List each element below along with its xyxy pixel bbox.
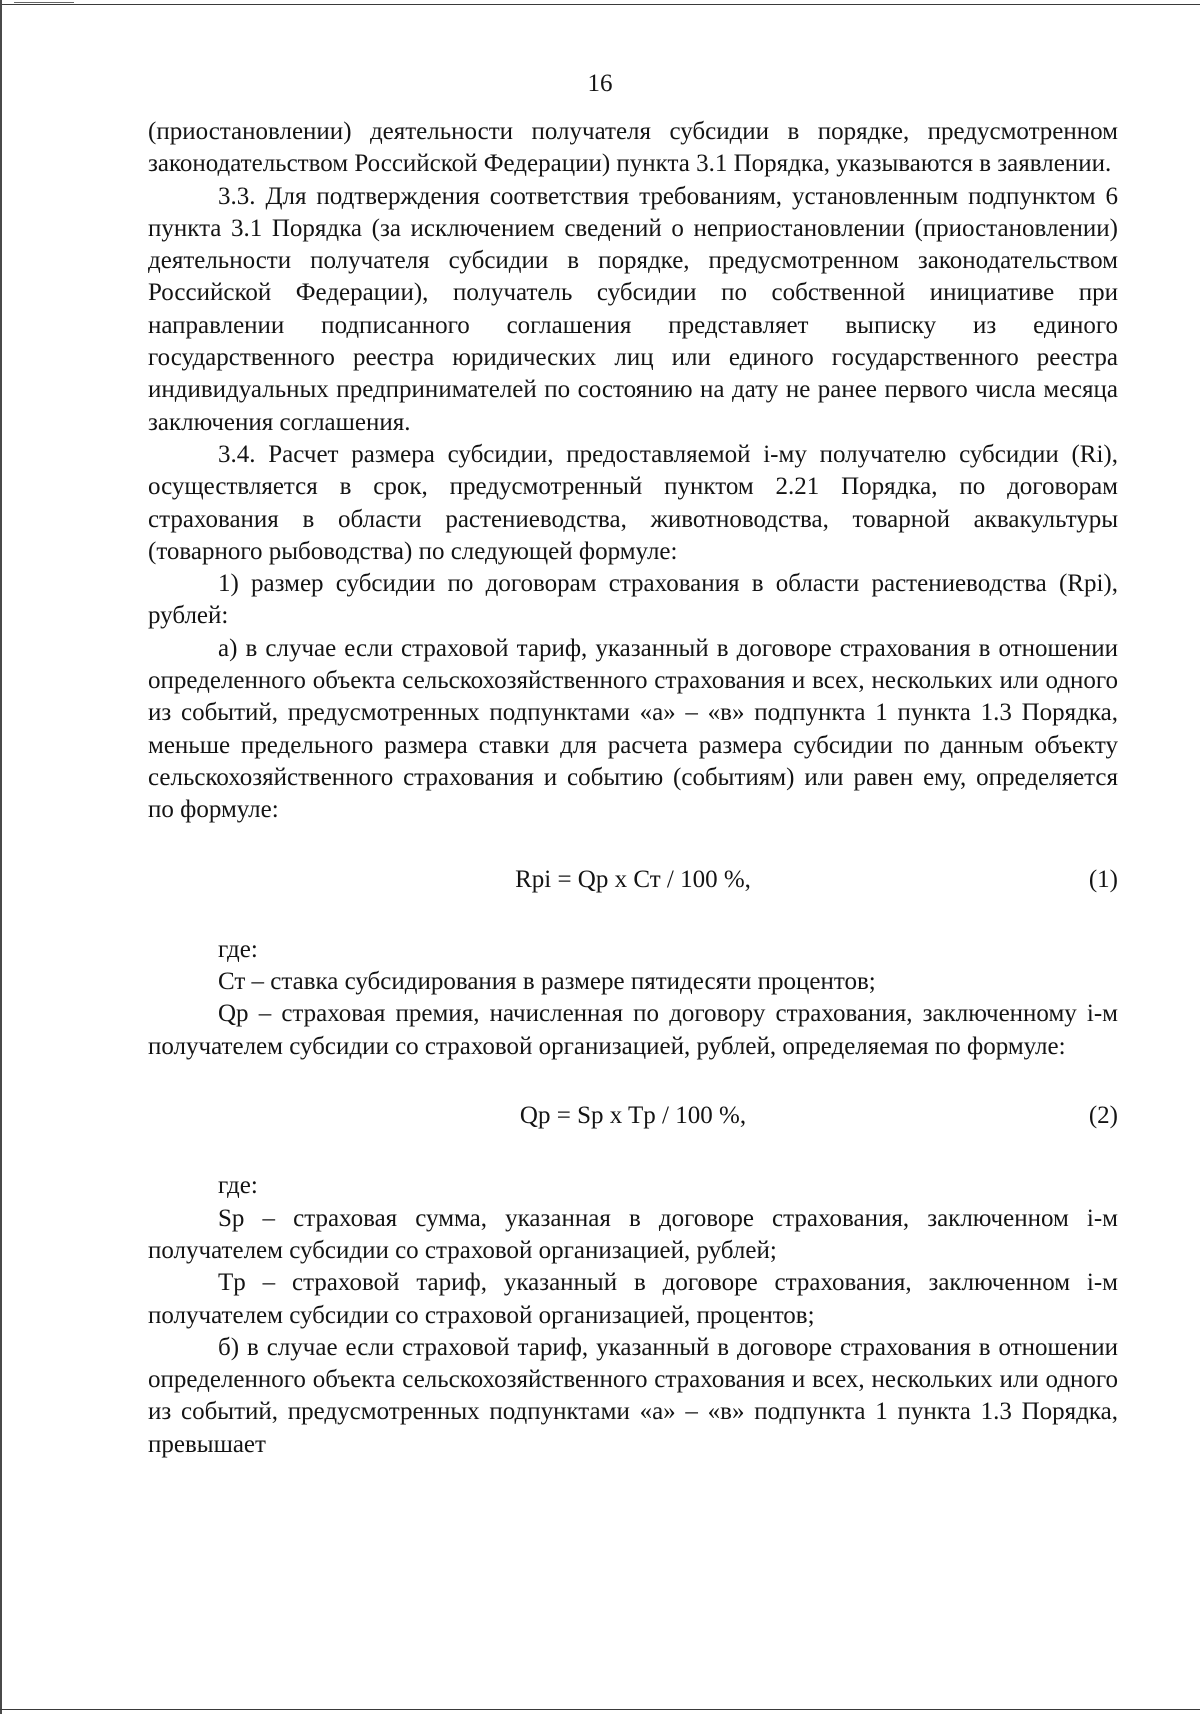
definition-sp: Sp – страховая сумма, указанная в договоре страхования, заключенном i-м получателем субсидии со страховой организацией, рублей;	[148, 1204, 1118, 1264]
scan-edge-left	[0, 0, 2, 1714]
formula-1-expression: Rpi = Qp x Ст / 100 %,	[515, 865, 751, 893]
scan-edge-bottom	[0, 1709, 1200, 1710]
paragraph-subpoint-1: 1) размер субсидии по договорам страхования в области растениеводства (Rpi), рублей:	[148, 570, 1118, 630]
formula-2	[148, 1100, 1118, 1132]
formula-1-number: (1)	[1088, 865, 1118, 893]
definition-tp: Tp – страховой тариф, указанный в договоре страхования, заключенном i-м получателем субсидии со страховой организацией, процентов;	[148, 1269, 1118, 1329]
paragraph-subpoint-a: а) в случае если страховой тариф, указанный в договоре страхования в отношении определенного объекта сельскохозяйственного страхования и всех, нескольких или одного из событий, предусмотренных подпунктами «а» – «в» подпункта 1 пункта 1.3 Порядка, меньше предельного размера ставки для расчета размера субсидии по данным объекту сельскохозяйственного страхования и событию (событиям) или равен ему, определяется по формуле:	[148, 634, 1118, 824]
page-number: 16	[587, 70, 613, 97]
scan-edge-top	[0, 0, 1200, 5]
paragraph-subpoint-b: б) в случае если страховой тариф, указанный в договоре страхования в отношении определенного объекта сельскохозяйственного страхования и всех, нескольких или одного из событий, предусмотренных подпунктами «а» – «в» подпункта 1 пункта 1.3 Порядка, превышает	[148, 1333, 1118, 1458]
definition-st: Ст – ставка субсидирования в размере пятидесяти процентов;	[218, 968, 876, 996]
formula-2-number: (2)	[1088, 1102, 1118, 1130]
paragraph-3-4: 3.4. Расчет размера субсидии, предоставляемой i-му получателю субсидии (Ri), осуществляется в срок, предусмотренный пунктом 2.21 Порядка, по договорам страхования в области растениеводства, животноводства, товарной аквакультуры (товарного рыбоводства) по следующей формуле:	[148, 440, 1118, 565]
where-label-1: где:	[218, 935, 258, 963]
definition-qp: Qp – страховая премия, начисленная по договору страхования, заключенному i-м получателем субсидии со страховой организацией, рублей, определяемая по формуле:	[148, 1000, 1118, 1060]
scan-mark-top	[14, 2, 74, 3]
paragraph-continuation: (приостановлении) деятельности получателя субсидии в порядке, предусмотренном законодательством Российской Федерации) пункта 3.1 Порядка, указываются в заявлении.	[148, 118, 1118, 178]
where-label-2: где:	[218, 1172, 258, 1200]
formula-2-expression: Qp = Sp x Tp / 100 %,	[519, 1102, 747, 1130]
formula-1	[148, 864, 1118, 896]
paragraph-3-3: 3.3. Для подтверждения соответствия требованиям, установленным подпунктом 6 пункта 3.1 Порядка (за исключением сведений о неприостановлении (приостановлении) деятельности получателя субсидии в порядке, предусмотренном законодательством Российской Федерации), получатель субсидии по собственной инициативе при направлении подписанного соглашения представляет выписку из единого государственного реестра юридических лиц или единого государственного реестра индивидуальных предпринимателей по состоянию на дату не ранее первого числа месяца заключения соглашения.	[148, 182, 1118, 436]
document-body	[148, 116, 1118, 1461]
